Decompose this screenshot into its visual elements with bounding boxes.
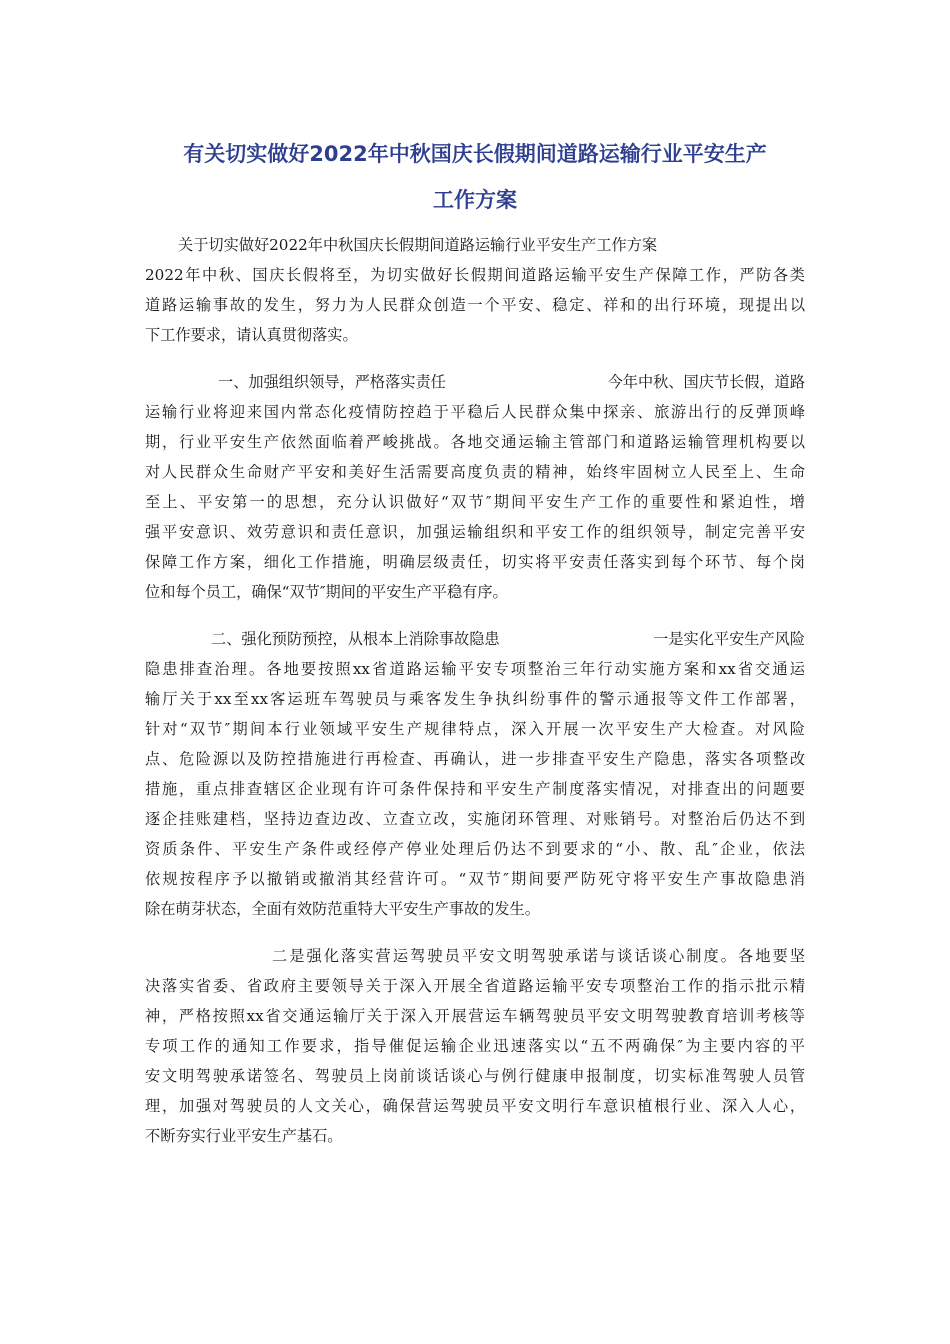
paragraph-line: 针对“双节″期间本行业领域平安生产规律特点，深入开展一次平安生产大检查。对风险 — [145, 720, 805, 738]
paragraph-line: 道路运输事故的发生，努力为人民群众创造一个平安、稳定、祥和的出行环境，现提出以 — [145, 296, 805, 314]
paragraph-line: 至上、平安第一的思想，充分认识做好“双节″期间平安生产工作的重要性和紧迫性，增 — [145, 493, 805, 511]
paragraph-line: 专项工作的通知工作要求，指导催促运输企业迅速落实以“五不两确保″为主要内容的平 — [145, 1037, 805, 1055]
intro-heading-line: 关于切实做好2022年中秋国庆长假期间道路运输行业平安生产工作方案 — [178, 236, 658, 254]
paragraph-line: 期，行业平安生产依然面临着严峻挑战。各地交通运输主管部门和道路运输管理机构要以 — [145, 433, 805, 451]
section-2-heading: 二、强化预防预控，从根本上消除事故隐患 — [211, 630, 500, 648]
subsection-heading-line: 二是强化落实营运驾驶员平安文明驾驶承诺与谈话谈心制度。各地要坚 — [272, 947, 805, 965]
paragraph-line: 不断夯实行业平安生产基石。 — [145, 1127, 343, 1145]
paragraph-line: 点、危险源以及防控措施进行再检查、再确认，进一步排查平安生产隐患，落实各项整改 — [145, 750, 805, 768]
document-title-line-1: 有关切实做好2022年中秋国庆长假期间道路运输行业平安生产 — [183, 142, 767, 166]
paragraph-line: 强平安意识、效劳意识和责任意识，加强运输组织和平安工作的组织领导，制定完善平安 — [145, 523, 805, 541]
section-1-heading: 一、加强组织领导，严格落实责任 — [218, 373, 446, 391]
document-title-line-2: 工作方案 — [433, 188, 517, 212]
paragraph-line: 一是实化平安生产风险 — [653, 630, 805, 648]
paragraph-line: 今年中秋、国庆节长假，道路 — [607, 373, 805, 391]
paragraph-line: 理，加强对驾驶员的人文关心，确保营运驾驶员平安文明行车意识植根行业、深入人心， — [145, 1097, 805, 1115]
paragraph-line: 神，严格按照xx省交通运输厅关于深入开展营运车辆驾驶员平安文明驾驶教育培训考核等 — [145, 1007, 805, 1025]
paragraph-line: 资质条件、平安生产条件或经停产停业处理后仍达不到要求的“小、散、乱″企业，依法 — [145, 840, 805, 858]
paragraph-line: 安文明驾驶承诺签名、驾驶员上岗前谈话谈心与例行健康申报制度，切实标准驾驶人员管 — [145, 1067, 805, 1085]
paragraph-line: 决落实省委、省政府主要领导关于深入开展全省道路运输平安专项整治工作的指示批示精 — [145, 977, 805, 995]
paragraph-line: 隐患排查治理。各地要按照xx省道路运输平安专项整治三年行动实施方案和xx省交通运 — [145, 660, 805, 678]
paragraph-line: 逐企挂账建档，坚持边查边改、立查立改，实施闭环管理、对账销号。对整治后仍达不到 — [145, 810, 805, 828]
paragraph-line: 运输行业将迎来国内常态化疫情防控趋于平稳后人民群众集中探亲、旅游出行的反弹顶峰 — [145, 403, 805, 421]
paragraph-line: 措施，重点排查辖区企业现有许可条件保持和平安生产制度落实情况，对排查出的问题要 — [145, 780, 805, 798]
paragraph-line: 输厅关于xx至xx客运班车驾驶员与乘客发生争执纠纷事件的警示通报等文件工作部署， — [145, 690, 805, 708]
paragraph-line: 依规按程序予以撤销或撤消其经营许可。“双节″期间要严防死守将平安生产事故隐患消 — [145, 870, 805, 888]
paragraph-line: 2022年中秋、国庆长假将至，为切实做好长假期间道路运输平安生产保障工作，严防各类 — [145, 266, 805, 284]
paragraph-line: 保障工作方案，细化工作措施，明确层级责任，切实将平安责任落实到每个环节、每个岗 — [145, 553, 805, 571]
paragraph-line: 位和每个员工，确保“双节″期间的平安生产平稳有序。 — [145, 583, 508, 601]
paragraph-line: 对人民群众生命财产平安和美好生活需要高度负责的精神，始终牢固树立人民至上、生命 — [145, 463, 805, 481]
paragraph-line: 下工作要求，请认真贯彻落实。 — [145, 326, 358, 344]
paragraph-line: 除在萌芽状态，全面有效防范重特大平安生产事故的发生。 — [145, 900, 540, 918]
